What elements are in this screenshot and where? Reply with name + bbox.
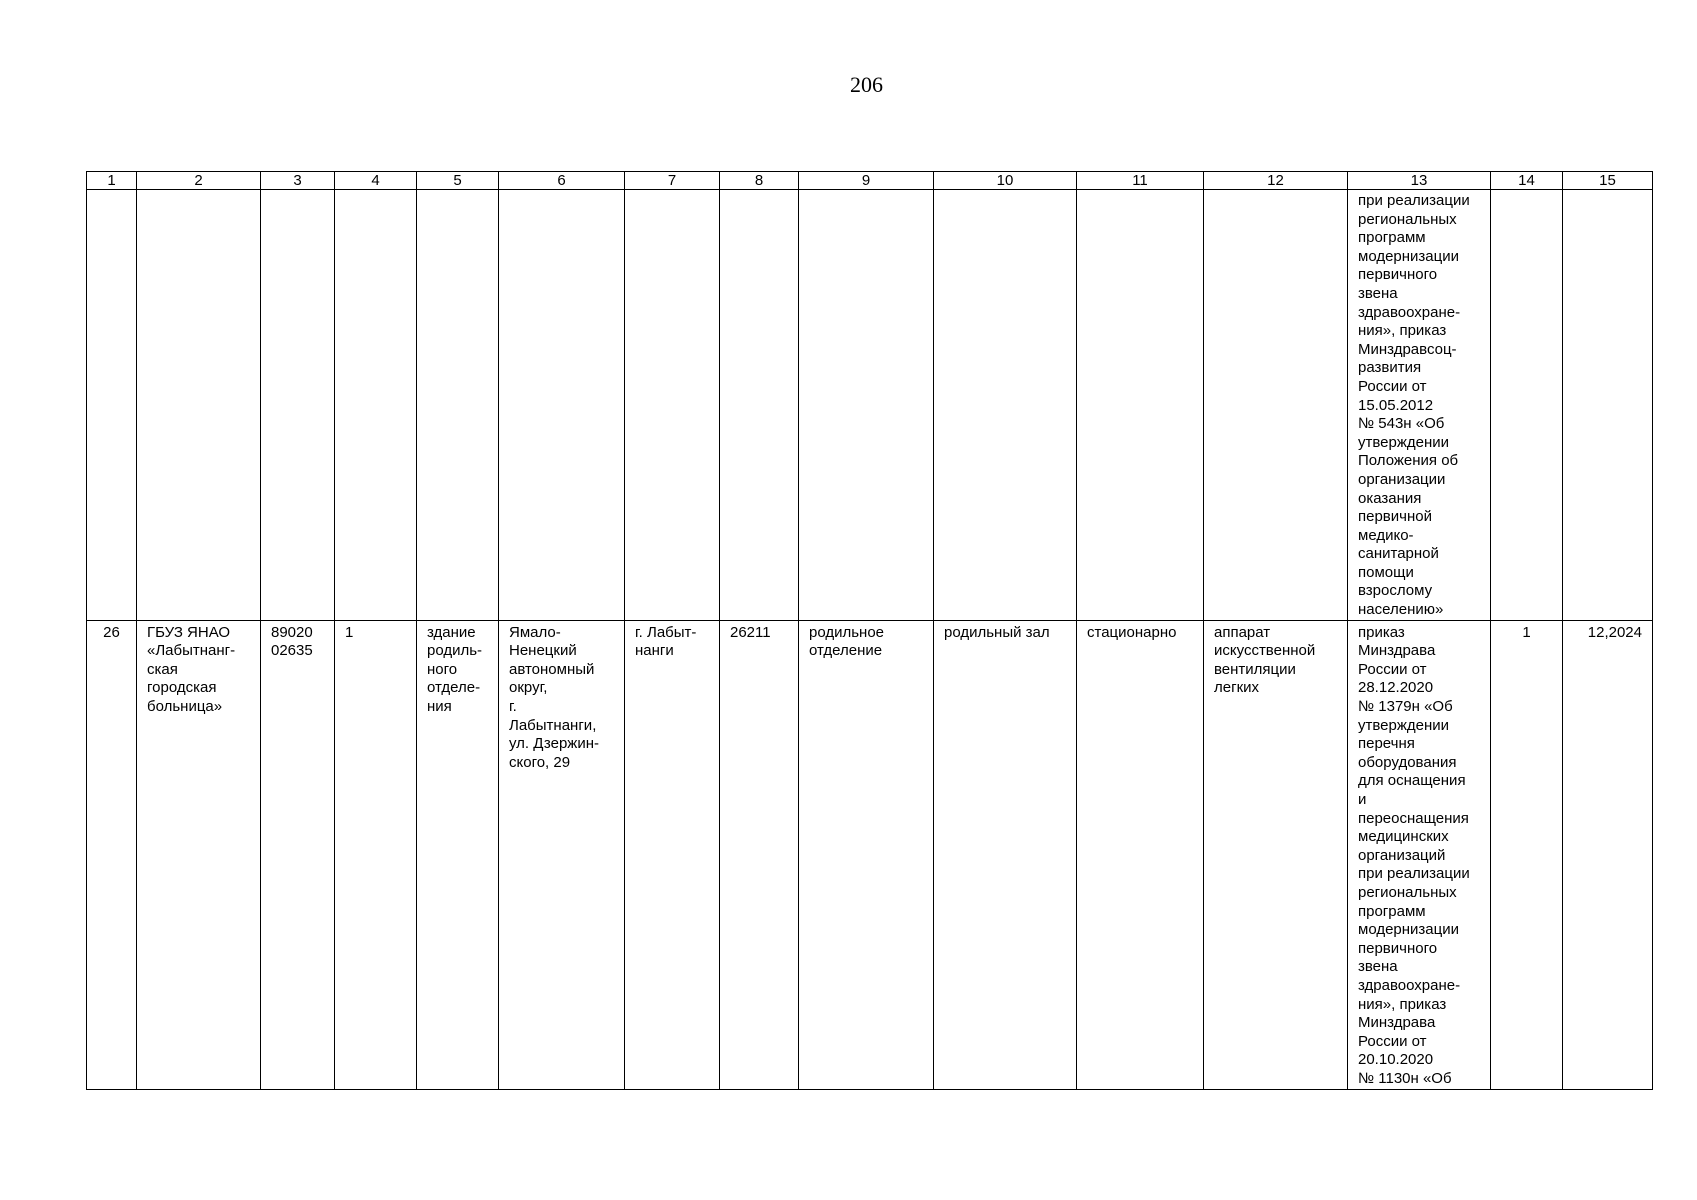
cell-text-line: аппарат xyxy=(1214,623,1271,641)
cell-row-number: 26 xyxy=(87,620,137,1089)
table-row-continuation xyxy=(87,190,1653,621)
cell-text-line: ния xyxy=(427,698,452,716)
cell-equipment xyxy=(1204,620,1348,1089)
cell-text-line: «Лабытнанг- xyxy=(147,642,236,660)
lines xyxy=(271,624,324,661)
cell-empty xyxy=(1563,190,1653,621)
cell-empty xyxy=(625,190,720,621)
cell-text-line: г. Лабыт- xyxy=(635,623,697,641)
cell-text-line: при реализации xyxy=(1358,865,1470,883)
cell-empty xyxy=(799,190,934,621)
header-col-1: 1 xyxy=(87,172,137,190)
cell-care-type: стационарно xyxy=(1077,620,1204,1089)
cell-text-line: округ, xyxy=(509,679,548,697)
cell-text-line: для оснащения xyxy=(1358,772,1466,790)
cell-text-line: Лабытнанги, xyxy=(509,716,597,734)
cell-text-line: № 1130н «Об xyxy=(1358,1069,1452,1087)
header-col-4: 4 xyxy=(335,172,417,190)
cell-text-line: ская xyxy=(147,660,178,678)
cell-text-line: медицинских xyxy=(1358,828,1449,846)
cell-text-line: первичной xyxy=(1358,508,1432,526)
header-col-15: 15 xyxy=(1563,172,1653,190)
header-col-10: 10 xyxy=(934,172,1077,190)
cell-text-line: отделение xyxy=(809,642,883,660)
lines xyxy=(1214,624,1337,698)
cell-text-line: ния», приказ xyxy=(1358,322,1447,340)
page-number: 206 xyxy=(850,72,883,97)
cell-unit-code: 26211 xyxy=(720,620,799,1089)
cell-text-line: 15.05.2012 xyxy=(1358,396,1434,414)
cell-text-line: региональных xyxy=(1358,883,1457,901)
header-row xyxy=(87,172,1653,190)
cell-text-line: родиль- xyxy=(427,642,483,660)
cell-text-line: отделе- xyxy=(427,679,481,697)
cell-text-line: населению» xyxy=(1358,601,1444,619)
cell-text-line: при реализации xyxy=(1358,192,1470,209)
equipment-table xyxy=(86,171,1653,1090)
cell-text-line: автономный xyxy=(509,660,595,678)
cell-text-line: оборудования xyxy=(1358,753,1457,771)
cell-text-line: санитарной xyxy=(1358,545,1439,563)
cell-empty xyxy=(720,190,799,621)
cell-settlement xyxy=(625,620,720,1089)
lines xyxy=(809,624,923,661)
cell-text-line: первичного xyxy=(1358,266,1438,284)
header-col-14: 14 xyxy=(1491,172,1563,190)
cell-text-line: родильное xyxy=(809,623,885,641)
header-col-2: 2 xyxy=(137,172,261,190)
cell-text-line: здание xyxy=(427,623,476,641)
header-col-12: 12 xyxy=(1204,172,1348,190)
cell-building xyxy=(417,620,499,1089)
cell-empty xyxy=(934,190,1077,621)
cell-text-line: ского, 29 xyxy=(509,753,571,771)
cell-legal-basis xyxy=(1348,620,1491,1089)
cell-text-line: 02635 xyxy=(271,642,313,660)
cell-text-line: Минздравсоц- xyxy=(1358,340,1457,358)
cell-empty xyxy=(1491,190,1563,621)
header-col-8: 8 xyxy=(720,172,799,190)
cell-organization xyxy=(137,620,261,1089)
cell-text-line: нанги xyxy=(635,642,674,660)
cell-department xyxy=(799,620,934,1089)
lines xyxy=(635,624,709,661)
header-col-6: 6 xyxy=(499,172,625,190)
cell-text-line: здравоохране- xyxy=(1358,303,1461,321)
header-col-3: 3 xyxy=(261,172,335,190)
header-col-13: 13 xyxy=(1348,172,1491,190)
cell-text-line: утверждении xyxy=(1358,716,1450,734)
cell-deadline: 12,2024 xyxy=(1563,620,1653,1089)
table-row-26 xyxy=(87,620,1653,1089)
cell-text-line: звена xyxy=(1358,958,1398,976)
cell-text-line: развития xyxy=(1358,359,1422,377)
cell-text-line: оказания xyxy=(1358,489,1422,507)
cell-empty xyxy=(1077,190,1204,621)
cell-text-line: Ненецкий xyxy=(509,642,577,660)
cell-empty xyxy=(499,190,625,621)
cell-text-line: 89020 xyxy=(271,623,313,641)
cell-empty xyxy=(335,190,417,621)
cell-text-line: перечня xyxy=(1358,735,1415,753)
cell-empty xyxy=(87,190,137,621)
cell-text-line: ного xyxy=(427,660,458,678)
lines xyxy=(1358,192,1480,620)
cell-text-line: организаций xyxy=(1358,846,1446,864)
cell-text-line: здравоохране- xyxy=(1358,976,1461,994)
cell-text-line: искусственной xyxy=(1214,642,1316,660)
cell-text-line: Положения об xyxy=(1358,452,1459,470)
header-col-9: 9 xyxy=(799,172,934,190)
lines xyxy=(1358,624,1480,1089)
cell-empty xyxy=(261,190,335,621)
cell-text-line: 20.10.2020 xyxy=(1358,1051,1434,1069)
cell-empty xyxy=(417,190,499,621)
cell-text-line: организации xyxy=(1358,470,1446,488)
cell-text-line: программ xyxy=(1358,902,1426,920)
cell-text-line: звена xyxy=(1358,284,1398,302)
cell-text-line: приказ xyxy=(1358,623,1405,641)
cell-text-line: больница» xyxy=(147,698,223,716)
lines xyxy=(509,624,614,773)
cell-text-line: программ xyxy=(1358,229,1426,247)
cell-text-line: Минздрава xyxy=(1358,642,1436,660)
cell-text-line: вентиляции xyxy=(1214,660,1296,678)
cell-legal-basis-continued xyxy=(1348,190,1491,621)
cell-text-line: г. xyxy=(509,698,517,716)
cell-text-line: модернизации xyxy=(1358,921,1459,939)
header-col-7: 7 xyxy=(625,172,720,190)
cell-text-line: ния», приказ xyxy=(1358,995,1447,1013)
cell-text-line: городская xyxy=(147,679,217,697)
header-col-5: 5 xyxy=(417,172,499,190)
cell-text-line: переоснащения xyxy=(1358,809,1469,827)
cell-text-line: и xyxy=(1358,791,1367,808)
cell-text-line: взрослому xyxy=(1358,582,1433,600)
cell-text-line: № 1379н «Об xyxy=(1358,698,1453,716)
header-col-11: 11 xyxy=(1077,172,1204,190)
cell-text-line: ГБУЗ ЯНАО xyxy=(147,623,231,641)
lines xyxy=(147,624,250,717)
cell-text-line: 28.12.2020 xyxy=(1358,679,1434,697)
cell-empty xyxy=(1204,190,1348,621)
cell-text-line: утверждении xyxy=(1358,433,1450,451)
cell-text-line: России от xyxy=(1358,377,1427,395)
cell-building-count: 1 xyxy=(335,620,417,1089)
cell-text-line: легких xyxy=(1214,679,1260,697)
cell-text-line: № 543н «Об xyxy=(1358,415,1445,433)
cell-room: родильный зал xyxy=(934,620,1077,1089)
cell-text-line: Минздрава xyxy=(1358,1014,1436,1032)
cell-address xyxy=(499,620,625,1089)
cell-text-line: помощи xyxy=(1358,563,1414,581)
cell-text-line: России от xyxy=(1358,1032,1427,1050)
cell-text-line: медико- xyxy=(1358,526,1414,544)
cell-text-line: региональных xyxy=(1358,210,1457,228)
lines xyxy=(427,624,488,717)
cell-quantity: 1 xyxy=(1491,620,1563,1089)
cell-empty xyxy=(137,190,261,621)
cell-text-line: ул. Дзержин- xyxy=(509,735,599,753)
cell-text-line: Ямало- xyxy=(509,623,561,641)
cell-code xyxy=(261,620,335,1089)
cell-text-line: модернизации xyxy=(1358,247,1459,265)
cell-text-line: первичного xyxy=(1358,939,1438,957)
cell-text-line: России от xyxy=(1358,660,1427,678)
